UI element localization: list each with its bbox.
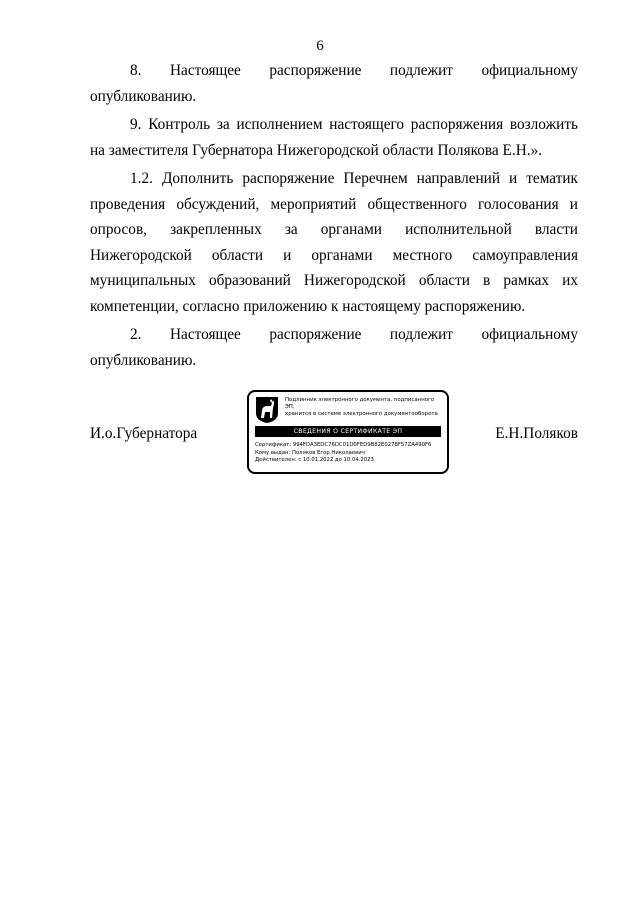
electronic-signature-stamp — [247, 390, 449, 474]
certificate-validity: Действителен: с 10.01.2022 до 10.04.2023 — [255, 457, 374, 464]
signer-name: Е.Н.Поляков — [495, 425, 578, 442]
certificate-owner: Кому выдан: Поляков Егор Николаевич — [255, 449, 365, 456]
paragraph-item-1-2: 1.2. Дополнить распоряжение Перечнем направлений и тематик проведения обсуждений, мероприятий общественного голосования и опросов, закрепленных за органами исполнительной власти Нижегородской области и органами местного самоуправления муниципальных образований Нижегородской области в рамках их компетенции, согласно приложению к настоящему распоряжению. — [90, 170, 578, 315]
stamp-banner: СВЕДЕНИЯ О СЕРТИФИКАТЕ ЭП — [255, 426, 441, 437]
paragraph-item-8: 8. Настоящее распоряжение подлежит официальному опубликованию. — [90, 62, 578, 105]
signature-block — [90, 390, 578, 476]
stamp-header — [255, 396, 443, 424]
coat-of-arms-icon — [255, 396, 279, 424]
document-body — [90, 58, 578, 376]
stamp-header-text — [285, 397, 443, 419]
paragraph-item-2: 2. Настоящее распоряжение подлежит официальному опубликованию. — [90, 326, 578, 369]
page-number: 6 — [316, 38, 324, 54]
paragraph-item-9: 9. Контроль за исполнением настоящего распоряжения возложить на заместителя Губернатора Нижегородской области Полякова Е.Н.». — [90, 116, 578, 159]
stamp-details — [255, 442, 443, 465]
signer-title: И.о.Губернатора — [90, 425, 198, 442]
stamp-header-line: хранится в системе электронного документооборота — [285, 411, 438, 418]
stamp-header-line: Подлинник электронного документа, подписанного ЭП, — [285, 397, 435, 411]
certificate-number: Сертификат: 994FDA3EDC76DC01D0FED9B82E0278F57ZA490F6 — [255, 442, 432, 448]
